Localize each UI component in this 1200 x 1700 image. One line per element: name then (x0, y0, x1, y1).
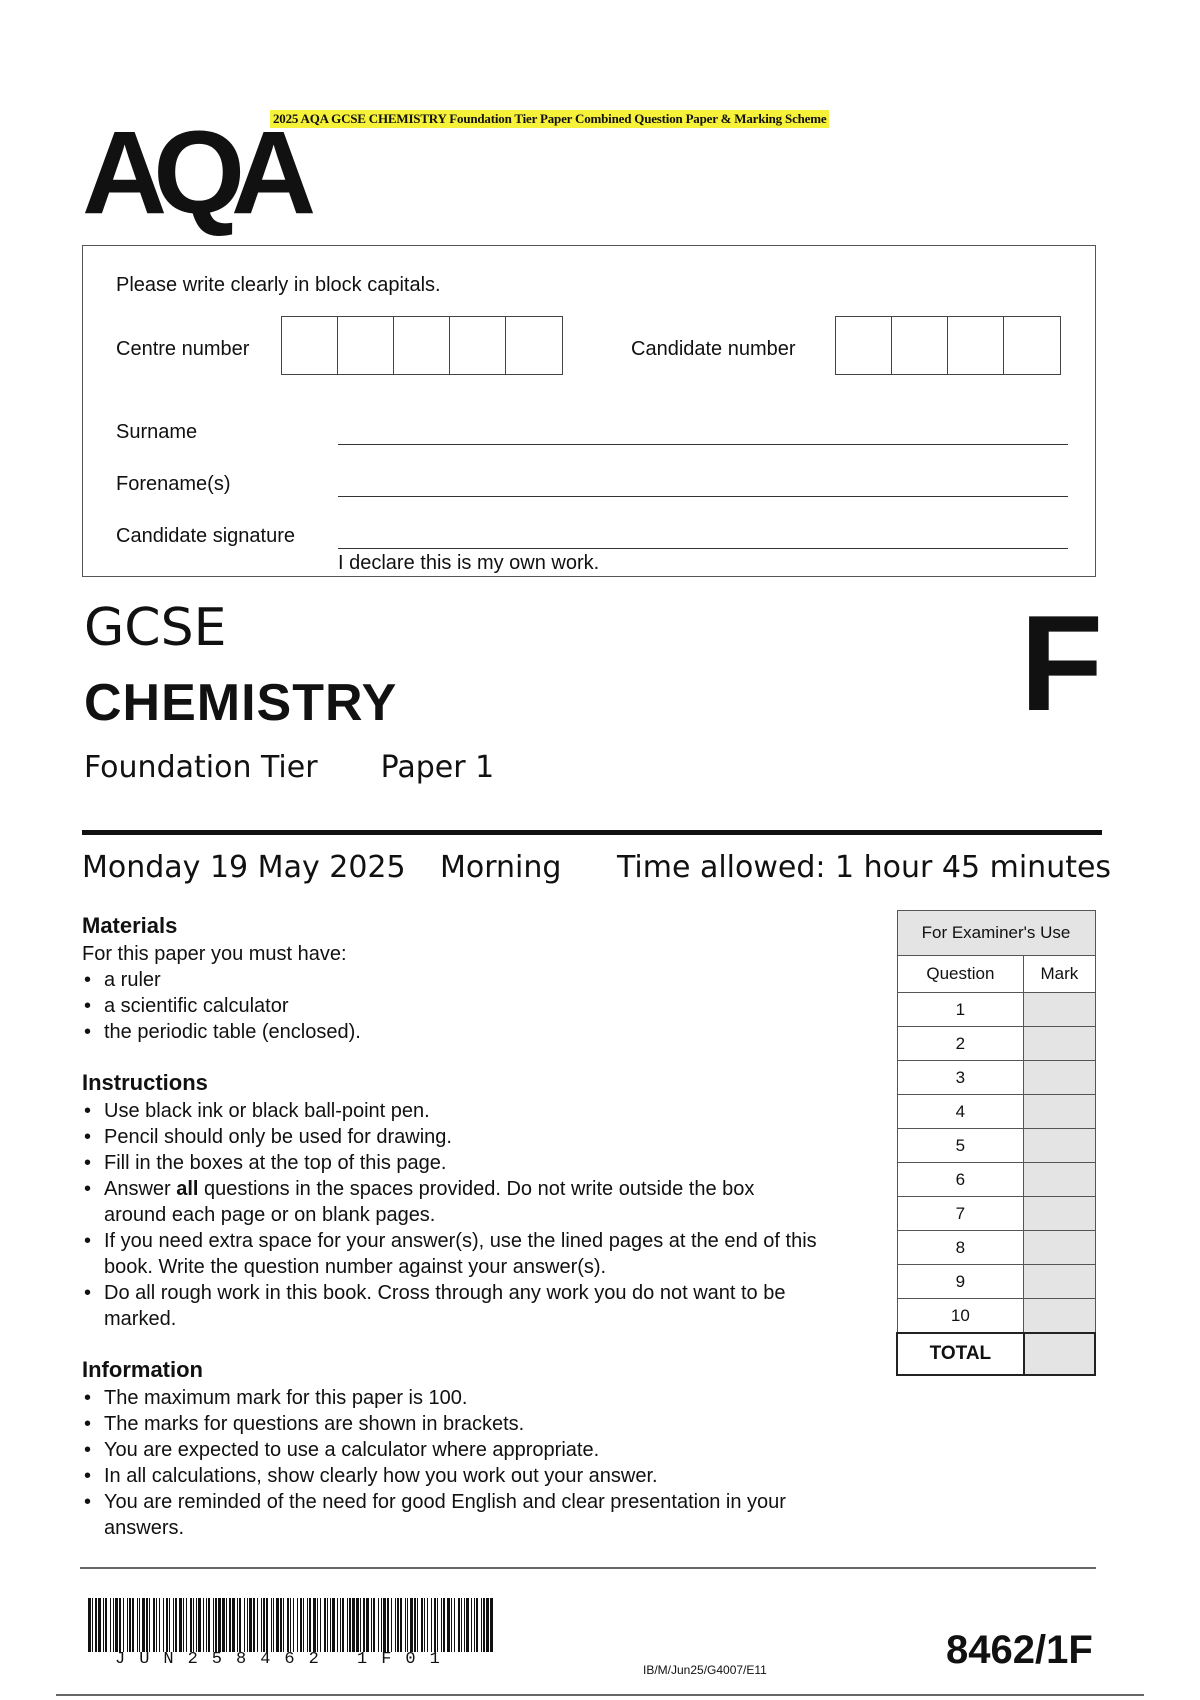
total-mark-cell (1024, 1333, 1095, 1375)
tier-paper-line (84, 748, 494, 788)
list-item (82, 1176, 774, 1228)
table-row (897, 1095, 1095, 1129)
list-item: • If you need extra space for your answer(s), use the lined pages at the end of this book. Write the question number against your answer(s). (82, 1228, 862, 1280)
materials-section (82, 913, 882, 1045)
footer-divider (80, 1567, 1096, 1569)
candidate-number-digit[interactable] (892, 317, 948, 374)
centre-number-boxes[interactable] (281, 316, 563, 375)
tier-letter: F (1020, 587, 1104, 739)
barcode-bar (493, 1598, 494, 1652)
list-item: • Do all rough work in this book. Cross through any work you do not want to be marked. (82, 1280, 824, 1332)
table-row (897, 1231, 1095, 1265)
examiner-use-table (896, 910, 1096, 1376)
list-item: • Fill in the boxes at the top of this page. (82, 1150, 862, 1176)
barcode (88, 1598, 498, 1652)
list-item: • Use black ink or black ball-point pen. (82, 1098, 862, 1124)
list-item: • You are expected to use a calculator where appropriate. (82, 1437, 862, 1463)
paper-label: Paper 1 (380, 750, 495, 785)
candidate-number-label: Candidate number (631, 338, 796, 360)
instructions-section (82, 1070, 862, 1332)
question-number: 3 (897, 1061, 1024, 1095)
table-row (897, 1061, 1095, 1095)
answer-text-post: questions in the spaces provided. Do not write outside the box around each page or on blank pages. (104, 1178, 755, 1226)
list-item: • Pencil should only be used for drawing. (82, 1124, 862, 1150)
title-divider (82, 830, 1102, 835)
answer-text-bold: all (176, 1178, 199, 1200)
information-section (82, 1357, 862, 1541)
table-row (897, 1265, 1095, 1299)
signature-line[interactable] (338, 548, 1068, 549)
surname-label: Surname (116, 421, 198, 443)
document-banner: 2025 AQA GCSE CHEMISTRY Foundation Tier Paper Combined Question Paper & Marking Scheme (270, 110, 829, 128)
answer-text-pre: Answer (104, 1178, 177, 1200)
mark-cell (1024, 1231, 1095, 1265)
centre-number-digit[interactable] (450, 317, 506, 374)
table-row (897, 1299, 1095, 1334)
exam-date: Monday 19 May 2025 (82, 850, 406, 885)
mark-cell (1024, 1265, 1095, 1299)
table-row (897, 1197, 1095, 1231)
total-row (897, 1333, 1095, 1375)
declaration-text: I declare this is my own work. (338, 552, 600, 574)
centre-number-digit[interactable] (394, 317, 450, 374)
materials-intro: For this paper you must have: (82, 943, 347, 965)
mark-cell (1024, 1095, 1095, 1129)
list-item: • a scientific calculator (82, 993, 882, 1019)
barcode-text: JUN258462 1F01 (115, 1650, 454, 1669)
mark-column-header: Mark (1024, 956, 1095, 993)
list-item: • The maximum mark for this paper is 100. (82, 1385, 862, 1411)
list-item: • The marks for questions are shown in brackets. (82, 1411, 862, 1437)
question-number: 6 (897, 1163, 1024, 1197)
candidate-details-box (82, 245, 1096, 577)
examiner-table-title: For Examiner's Use (897, 911, 1095, 956)
question-number: 10 (897, 1299, 1024, 1334)
mark-cell (1024, 1197, 1095, 1231)
document-reference: IB/M/Jun25/G4007/E11 (643, 1663, 767, 1677)
question-number: 2 (897, 1027, 1024, 1061)
list-item: • the periodic table (enclosed). (82, 1019, 882, 1045)
list-item: • a ruler (82, 967, 882, 993)
question-number: 5 (897, 1129, 1024, 1163)
table-row (897, 1027, 1095, 1061)
centre-number-digit[interactable] (282, 317, 338, 374)
mark-cell (1024, 1027, 1095, 1061)
paper-code: 8462/1F (946, 1628, 1093, 1672)
aqa-logo: AQA (82, 107, 303, 239)
mark-cell (1024, 1061, 1095, 1095)
surname-line[interactable] (338, 444, 1068, 445)
mark-cell (1024, 993, 1095, 1027)
question-number: 9 (897, 1265, 1024, 1299)
exam-session: Morning (440, 850, 562, 885)
table-row (897, 1163, 1095, 1197)
table-row (897, 993, 1095, 1027)
centre-number-digit[interactable] (338, 317, 394, 374)
list-item: • You are reminded of the need for good English and clear presentation in your answers. (82, 1489, 804, 1541)
forenames-label: Forename(s) (116, 473, 231, 495)
question-number: 1 (897, 993, 1024, 1027)
candidate-number-boxes[interactable] (835, 316, 1061, 375)
question-number: 8 (897, 1231, 1024, 1265)
table-row (897, 1129, 1095, 1163)
centre-number-label: Centre number (116, 338, 250, 360)
question-number: 4 (897, 1095, 1024, 1129)
mark-cell (1024, 1129, 1095, 1163)
mark-cell (1024, 1163, 1095, 1197)
candidate-number-digit[interactable] (948, 317, 1004, 374)
list-item: • In all calculations, show clearly how you work out your answer. (82, 1463, 862, 1489)
instructions-heading: Instructions (82, 1070, 208, 1095)
question-number: 7 (897, 1197, 1024, 1231)
centre-number-digit[interactable] (506, 317, 562, 374)
qualification-title: GCSE (84, 598, 227, 658)
forenames-line[interactable] (338, 496, 1068, 497)
time-allowed: Time allowed: 1 hour 45 minutes (617, 850, 1112, 885)
materials-heading: Materials (82, 913, 178, 938)
block-capitals-instruction: Please write clearly in block capitals. (116, 274, 441, 296)
mark-cell (1024, 1299, 1095, 1334)
bottom-divider (56, 1694, 1144, 1696)
tier-label: Foundation Tier (84, 750, 318, 785)
subject-title: CHEMISTRY (84, 674, 398, 732)
candidate-number-digit[interactable] (1004, 317, 1060, 374)
total-label: TOTAL (897, 1333, 1024, 1375)
information-heading: Information (82, 1357, 203, 1382)
candidate-number-digit[interactable] (836, 317, 892, 374)
signature-label: Candidate signature (116, 525, 296, 547)
question-column-header: Question (897, 956, 1024, 993)
